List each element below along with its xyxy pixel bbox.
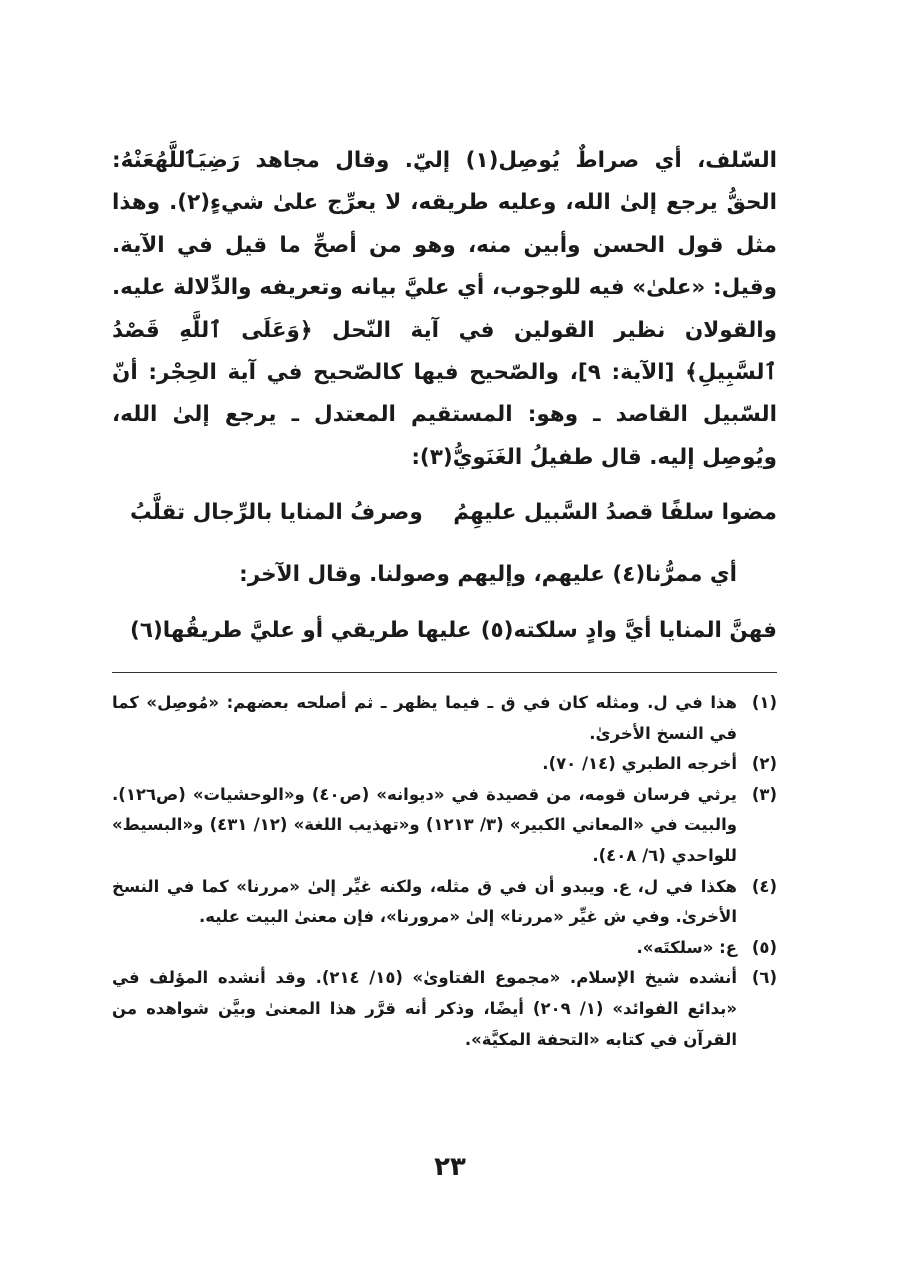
footnote-text: أنشده شيخ الإسلام. «مجموع الفتاوىٰ» (١٥/ ٢١٤). وقد أنشده المؤلف في «بدائع الفوائد» (١/ ٢٠٩) أيضًا، وذكر أنه قرَّر هذا المعنىٰ وبيَّن شواهده من القرآن في كتابه «التحفة المكيَّة».: [112, 968, 737, 1049]
footnote-1: [112, 688, 777, 749]
verse-2-first-hemistich: فهنَّ المنايا أيَّ وادٍ سلكته(٥): [480, 618, 777, 643]
main-paragraph: السّلف، أي صراطٌ يُوصِل(١) إليّ. وقال مجاهد رَضِيَٱللَّهُعَنْهُ: الحقُّ يرجع إلىٰ الله، وعليه طريقه، لا يعرِّج علىٰ شيءٍ(٢). وهذا مثل قول الحسن وأبين منه، وهو من أصحِّ ما قيل في الآية. وقيل: «علىٰ» فيه للوجوب، أي عليَّ بيانه وتعريفه والدِّلالة عليه. والقولان نظير القولين في آية النّحل ﴿وَعَلَى ٱللَّهِ قَصْدُ ٱلسَّبِيلِ﴾ [الآية: ٩]، والصّحيح فيها كالصّحيح في آية الحِجْر: أنّ السّبيل القاصد ـ وهو: المستقيم المعتدل ـ يرجع إلىٰ الله، ويُوصِل إليه. قال طفيلُ الغَنَويُّ(٣):: [112, 148, 778, 470]
footnote-6: [112, 963, 777, 1055]
verse-1-first-hemistich: مضوا سلفًا قصدُ السَّبيل عليهِمُ: [453, 500, 777, 525]
verse-2-second-hemistich: عليها طريقي أو عليَّ طريقُها(٦): [130, 618, 472, 643]
footnote-number: (٣): [751, 784, 777, 804]
footnote-number: (٢): [751, 754, 777, 774]
footnote-text: هذا في ل. ومثله كان في ق ـ فيما يظهر ـ ثم أصلحه بعضهم: «مُوصِل» كما في النسخ الأخرىٰ.: [112, 693, 737, 743]
footnote-number: (١): [751, 693, 777, 712]
footnote-2: [112, 749, 777, 780]
footnotes: [112, 688, 777, 1055]
footnote-4: [112, 872, 777, 933]
footnote-text: ع: «سلكتَه».: [636, 937, 737, 957]
footnote-text: أخرجه الطبري (١٤/ ٧٠).: [542, 754, 737, 774]
footnote-text: يرثي فرسان قومه، من قصيدة في «ديوانه» (ص٤٠) و«الوحشيات» (ص١٢٦). والبيت في «المعاني الكبير» (٣/ ١٢١٣) و«تهذيب اللغة» (١٢/ ٤٣١) و«البسيط» للواحدي (٦/ ٤٠٨).: [112, 784, 737, 865]
footnote-number: (٤): [751, 876, 777, 896]
footnote-divider: [112, 672, 777, 673]
footnote-3: [112, 780, 777, 872]
footnote-number: (٥): [751, 937, 777, 957]
main-text: [112, 140, 777, 479]
footnote-5: [112, 933, 777, 964]
verse-1-second-hemistich: وصرفُ المنايا بالرِّجال تقلَّبُ: [130, 500, 423, 525]
page-number: ٢٣: [434, 1152, 466, 1182]
footnote-number: (٦): [751, 968, 777, 988]
verse-interlude-text: أي ممرُّنا(٤) عليهم، وإليهم وصولنا. وقال الآخر:: [239, 562, 737, 587]
footnote-text: هكذا في ل، ع. ويبدو أن في ق مثله، ولكنه غيِّر إلىٰ «مررنا» كما في النسخ الأخرىٰ. وفي ش غيِّر «مررنا» إلىٰ «مرورنا»، فإن معنىٰ البيت عليه.: [112, 876, 737, 927]
